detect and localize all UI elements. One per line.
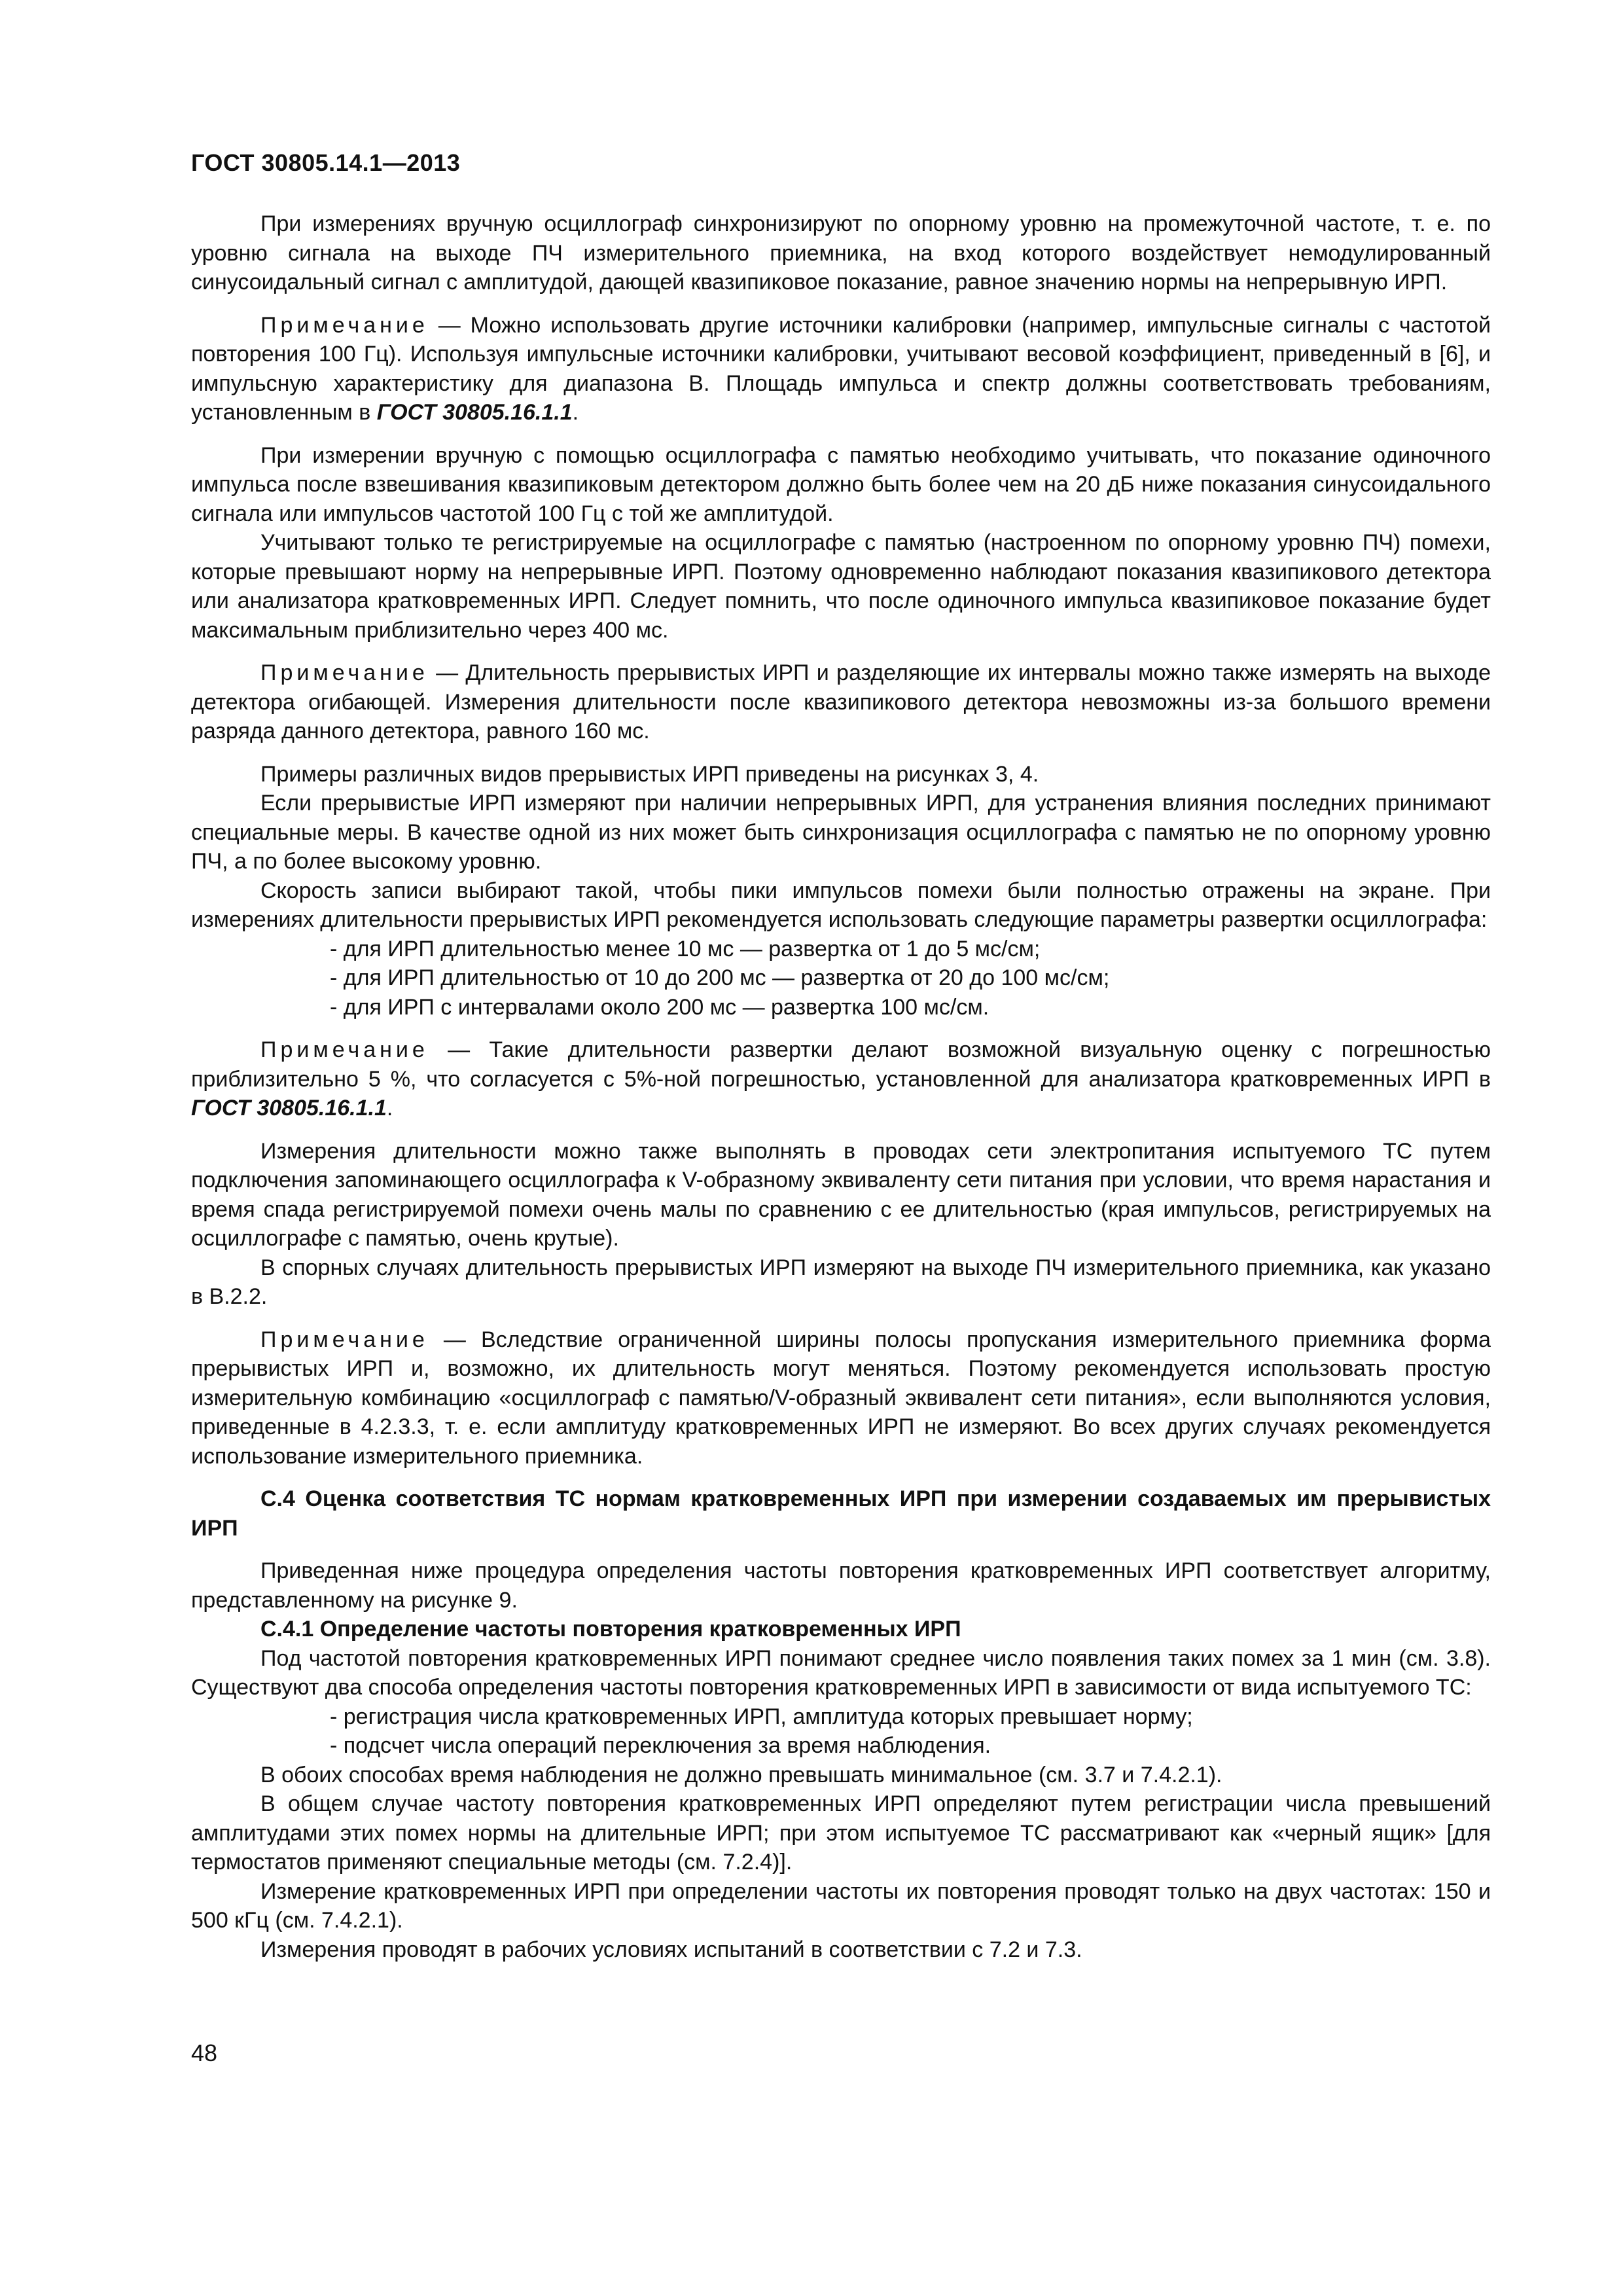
note-text: — Можно использовать другие источники калибровки (например, импульсные сигналы с частотой повторения 100 Гц). Используя импульсные источники калибровки, учитывают весовой коэффициент, приведенный в [6], и импульсную характеристику для диапазона В. Площадь импульса и спектр должны соответствовать требованиям, установленным в: [191, 312, 1491, 425]
note: [191, 1325, 1491, 1471]
paragraph: Измерения длительности можно также выполнять в проводах сети электропитания испытуемого ТС путем подключения запоминающего осциллографа к V-образному эквиваленту сети питания при условии, что время нарастания и время спада регистрируемой помехи очень малы по сравнению с ее длительностью (края импульсов, регистрируемых на осциллографе с памятью, очень крутые).: [191, 1138, 1491, 1251]
paragraph: Измерения проводят в рабочих условиях испытаний в соответствии с 7.2 и 7.3.: [260, 1937, 1082, 1962]
note: [191, 658, 1491, 746]
paragraph: При измерениях вручную осциллограф синхронизируют по опорному уровню на промежуточной частоте, т. е. по уровню сигнала на выходе ПЧ измерительного приемника, на вход которого воздействует немодулированный синусоидальный сигнал с амплитудой, дающей квазипиковое показание, равное значению нормы на непрерывную ИРП.: [191, 211, 1491, 295]
note-text: — Длительность прерывистых ИРП и разделяющие их интервалы можно также измерять на выходе детектора огибающей. Измерения длительности после квазипикового детектора невозможны из-за большого времени разряда данного детектора, равного 160 мс.: [191, 660, 1491, 744]
note-text: — Такие длительности развертки делают возможной визуальную оценку с погрешностью приблизительно 5 %, что согласуется с 5%-ной погрешностью, установленной для анализатора кратковременных ИРП в: [191, 1037, 1491, 1092]
note-text-end: .: [572, 400, 579, 425]
paragraph: Под частотой повторения кратковременных ИРП понимают среднее число появления таких помех за 1 мин (см. 3.8). Существуют два способа определения частоты повторения кратковременных ИРП в зависимости от вида испытуемого ТС:: [191, 1645, 1491, 1700]
list-item: - для ИРП с интервалами около 200 мс — развертка 100 мс/см.: [330, 994, 990, 1020]
paragraph: В спорных случаях длительность прерывистых ИРП измеряют на выходе ПЧ измерительного приемника, как указано в В.2.2.: [191, 1255, 1491, 1309]
paragraph: В обоих способах время наблюдения не должно превышать минимальное (см. 3.7 и 7.4.2.1).: [260, 1762, 1222, 1787]
document-body: [191, 209, 1491, 1964]
standard-reference: ГОСТ 30805.16.1.1: [376, 400, 573, 425]
list-item: - регистрация числа кратковременных ИРП, амплитуда которых превышает норму;: [330, 1704, 1193, 1729]
note-label: Примечание: [260, 660, 429, 685]
subsection-heading: С.4.1 Определение частоты повторения кратковременных ИРП: [260, 1617, 961, 1641]
paragraph: Скорость записи выбирают такой, чтобы пики импульсов помехи были полностью отражены на экране. При измерениях длительности прерывистых ИРП рекомендуется использовать следующие параметры развертки осциллографа:: [191, 878, 1491, 932]
note-text-end: .: [386, 1096, 393, 1121]
note-label: Примечание: [260, 1327, 429, 1352]
paragraph: При измерении вручную с помощью осциллографа с памятью необходимо учитывать, что показание одиночного импульса после взвешивания квазипиковым детектором должно быть более чем на 20 дБ ниже показания синусоидального сигнала или импульсов частотой 100 Гц с той же амплитудой.: [191, 442, 1491, 526]
paragraph: Учитывают только те регистрируемые на осциллографе с памятью (настроенном по опорному уровню ПЧ) помехи, которые превышают норму на непрерывные ИРП. Поэтому одновременно наблюдают показания квазипикового детектора или анализатора кратковременных ИРП. Следует помнить, что после одиночного импульса квазипиковое показание будет максимальным приблизительно через 400 мс.: [191, 530, 1491, 643]
note: [191, 1035, 1491, 1123]
note-label: Примечание: [260, 312, 429, 338]
paragraph: Если прерывистые ИРП измеряют при наличии непрерывных ИРП, для устранения влияния последних принимают специальные меры. В качестве одной из них может быть синхронизация осциллографа с памятью не по опорному уровню ПЧ, а по более высокому уровню.: [191, 791, 1491, 874]
paragraph: Измерение кратковременных ИРП при определении частоты их повторения проводят только на двух частотах: 150 и 500 кГц (см. 7.4.2.1).: [191, 1878, 1491, 1933]
standard-title: ГОСТ 30805.14.1—2013: [191, 149, 461, 176]
list-item: - для ИРП длительностью от 10 до 200 мс — развертка от 20 до 100 мс/см;: [330, 965, 1110, 990]
list-item: - подсчет числа операций переключения за время наблюдения.: [330, 1733, 991, 1758]
paragraph: В общем случае частоту повторения кратковременных ИРП определяют путем регистрации числа превышений амплитудами этих помех нормы на длительные ИРП; при этом испытуемое ТС рассматривают как «черный ящик» [для термостатов применяют специальные методы (см. 7.2.4)].: [191, 1791, 1491, 1874]
page-number: 48: [191, 2039, 218, 2066]
note-text: — Вследствие ограниченной ширины полосы пропускания измерительного приемника форма прерывистых ИРП и, возможно, их длительность могут меняться. Поэтому рекомендуется использовать простую измерительную комбинацию «осциллограф с памятью/V-образный эквивалент сети питания», если выполняются условия, приведенные в 4.2.3.3, т. е. если амплитуду кратковременных ИРП не измеряют. Во всех других случаях рекомендуется использование измерительного приемника.: [191, 1327, 1491, 1469]
list-item: - для ИРП длительностью менее 10 мс — развертка от 1 до 5 мс/см;: [330, 936, 1041, 961]
paragraph: Приведенная ниже процедура определения частоты повторения кратковременных ИРП соответствует алгоритму, представленному на рисунке 9.: [191, 1558, 1491, 1613]
standard-reference: ГОСТ 30805.16.1.1: [191, 1096, 387, 1121]
section-heading: С.4 Оценка соответствия ТС нормам кратковременных ИРП при измерении создаваемых им прерывистых ИРП: [191, 1486, 1491, 1541]
note-label: Примечание: [260, 1037, 429, 1062]
paragraph: Примеры различных видов прерывистых ИРП приведены на рисунках 3, 4.: [260, 761, 1039, 787]
note: [191, 311, 1491, 427]
